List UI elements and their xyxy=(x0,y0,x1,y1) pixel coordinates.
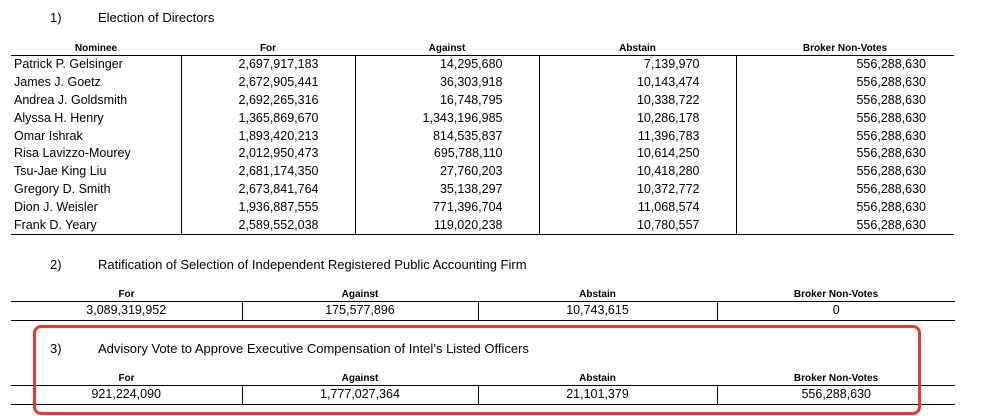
table-row xyxy=(11,92,954,110)
broker-non-votes: 556,288,630 xyxy=(736,56,954,74)
for-votes: 2,673,841,764 xyxy=(181,181,355,199)
table-row xyxy=(11,56,954,74)
abstain-votes: 10,143,474 xyxy=(539,74,736,92)
table-row xyxy=(11,181,954,199)
nominee-name: Gregory D. Smith xyxy=(11,181,181,199)
broker-non-votes: 556,288,630 xyxy=(856,110,926,125)
nominee-name: Risa Lavizzo-Mourey xyxy=(11,145,181,163)
directors-votes-table xyxy=(11,43,954,235)
against-votes: 27,760,203 xyxy=(355,163,539,181)
against-votes: 35,138,297 xyxy=(355,181,539,199)
nominee-name: Patrick P. Gelsinger xyxy=(11,56,181,74)
section-number: 3) xyxy=(50,341,62,356)
abstain-votes: 7,139,970 xyxy=(539,56,736,74)
column-header-against: Against xyxy=(341,289,379,300)
column-header-against: Against xyxy=(341,373,379,384)
abstain-votes: 10,743,615 xyxy=(478,302,717,321)
against-votes: 36,303,918 xyxy=(355,74,539,92)
column-header-broker-non-votes: Broker Non-Votes xyxy=(802,43,888,54)
column-header-broker-non-votes: Broker Non-Votes xyxy=(793,373,879,384)
column-header-for: For xyxy=(118,289,135,300)
broker-non-votes: 556,288,630 xyxy=(856,164,926,179)
table-row xyxy=(11,127,954,145)
table-row xyxy=(11,109,954,127)
table-row xyxy=(11,216,954,234)
section-number: 2) xyxy=(50,257,62,272)
abstain-votes: 11,396,783 xyxy=(539,127,736,145)
column-header-for: For xyxy=(118,373,135,384)
nominee-name: Andrea J. Goldsmith xyxy=(11,92,181,110)
nominee-name: Tsu-Jae King Liu xyxy=(11,163,181,181)
auditor-ratification-table xyxy=(11,289,955,321)
against-votes: 771,396,704 xyxy=(355,198,539,216)
nominee-name: Dion J. Weisler xyxy=(11,198,181,216)
against-votes: 119,020,238 xyxy=(355,216,539,234)
nominee-name: Omar Ishrak xyxy=(11,127,181,145)
table-row xyxy=(11,163,954,181)
nominee-name: Alyssa H. Henry xyxy=(11,109,181,127)
nominee-name: Frank D. Yeary xyxy=(11,216,181,234)
for-votes: 2,697,917,183 xyxy=(181,56,355,74)
nominee-name: James J. Goetz xyxy=(11,74,181,92)
for-votes: 2,681,174,350 xyxy=(181,163,355,181)
column-header-nominee: Nominee xyxy=(74,43,118,54)
broker-non-votes: 556,288,630 xyxy=(717,386,955,405)
broker-non-votes: 556,288,630 xyxy=(856,128,926,143)
against-votes: 175,577,896 xyxy=(242,302,478,321)
column-header-abstain: Abstain xyxy=(579,289,616,300)
for-votes: 1,893,420,213 xyxy=(181,127,355,145)
for-votes: 921,224,090 xyxy=(11,386,242,405)
for-votes: 2,589,552,038 xyxy=(181,216,355,234)
abstain-votes: 21,101,379 xyxy=(478,386,717,405)
broker-non-votes: 556,288,630 xyxy=(856,181,926,196)
broker-non-votes: 556,288,630 xyxy=(856,92,926,107)
against-votes: 814,535,837 xyxy=(355,127,539,145)
abstain-votes: 10,338,722 xyxy=(539,92,736,110)
abstain-votes: 10,372,772 xyxy=(539,181,736,199)
broker-non-votes: 0 xyxy=(717,302,955,321)
column-header-abstain: Abstain xyxy=(619,43,656,54)
column-header-for: For xyxy=(259,43,277,54)
broker-non-votes: 556,288,630 xyxy=(856,75,926,90)
abstain-votes: 11,068,574 xyxy=(539,198,736,216)
for-votes: 3,089,319,952 xyxy=(11,302,242,321)
section-number: 1) xyxy=(50,10,62,25)
broker-non-votes: 556,288,630 xyxy=(856,146,926,161)
broker-non-votes: 556,288,630 xyxy=(856,199,926,214)
abstain-votes: 10,418,280 xyxy=(539,163,736,181)
table-header-row xyxy=(11,43,954,56)
table-row xyxy=(11,198,954,216)
highlight-box xyxy=(33,325,921,415)
section-title: Advisory Vote to Approve Executive Compensation of Intel’s Listed Officers xyxy=(98,341,529,356)
column-header-broker-non-votes: Broker Non-Votes xyxy=(793,289,879,300)
table-row xyxy=(11,145,954,163)
for-votes: 1,936,887,555 xyxy=(181,198,355,216)
table-row xyxy=(11,74,954,92)
section-title: Ratification of Selection of Independent Registered Public Accounting Firm xyxy=(98,257,527,272)
abstain-votes: 10,780,557 xyxy=(539,216,736,234)
abstain-votes: 10,286,178 xyxy=(539,109,736,127)
against-votes: 1,343,196,985 xyxy=(355,109,539,127)
table-row xyxy=(11,302,955,321)
for-votes: 1,365,869,670 xyxy=(181,109,355,127)
for-votes: 2,672,905,441 xyxy=(181,74,355,92)
column-header-abstain: Abstain xyxy=(579,373,616,384)
abstain-votes: 10,614,250 xyxy=(539,145,736,163)
against-votes: 14,295,680 xyxy=(355,56,539,74)
table-header-row xyxy=(11,289,955,302)
against-votes: 1,777,027,364 xyxy=(242,386,478,405)
against-votes: 16,748,795 xyxy=(355,92,539,110)
for-votes: 2,692,265,316 xyxy=(181,92,355,110)
column-header-against: Against xyxy=(428,43,466,54)
against-votes: 695,788,110 xyxy=(355,145,539,163)
section-title: Election of Directors xyxy=(98,10,215,25)
broker-non-votes: 556,288,630 xyxy=(736,216,954,234)
for-votes: 2,012,950,473 xyxy=(181,145,355,163)
